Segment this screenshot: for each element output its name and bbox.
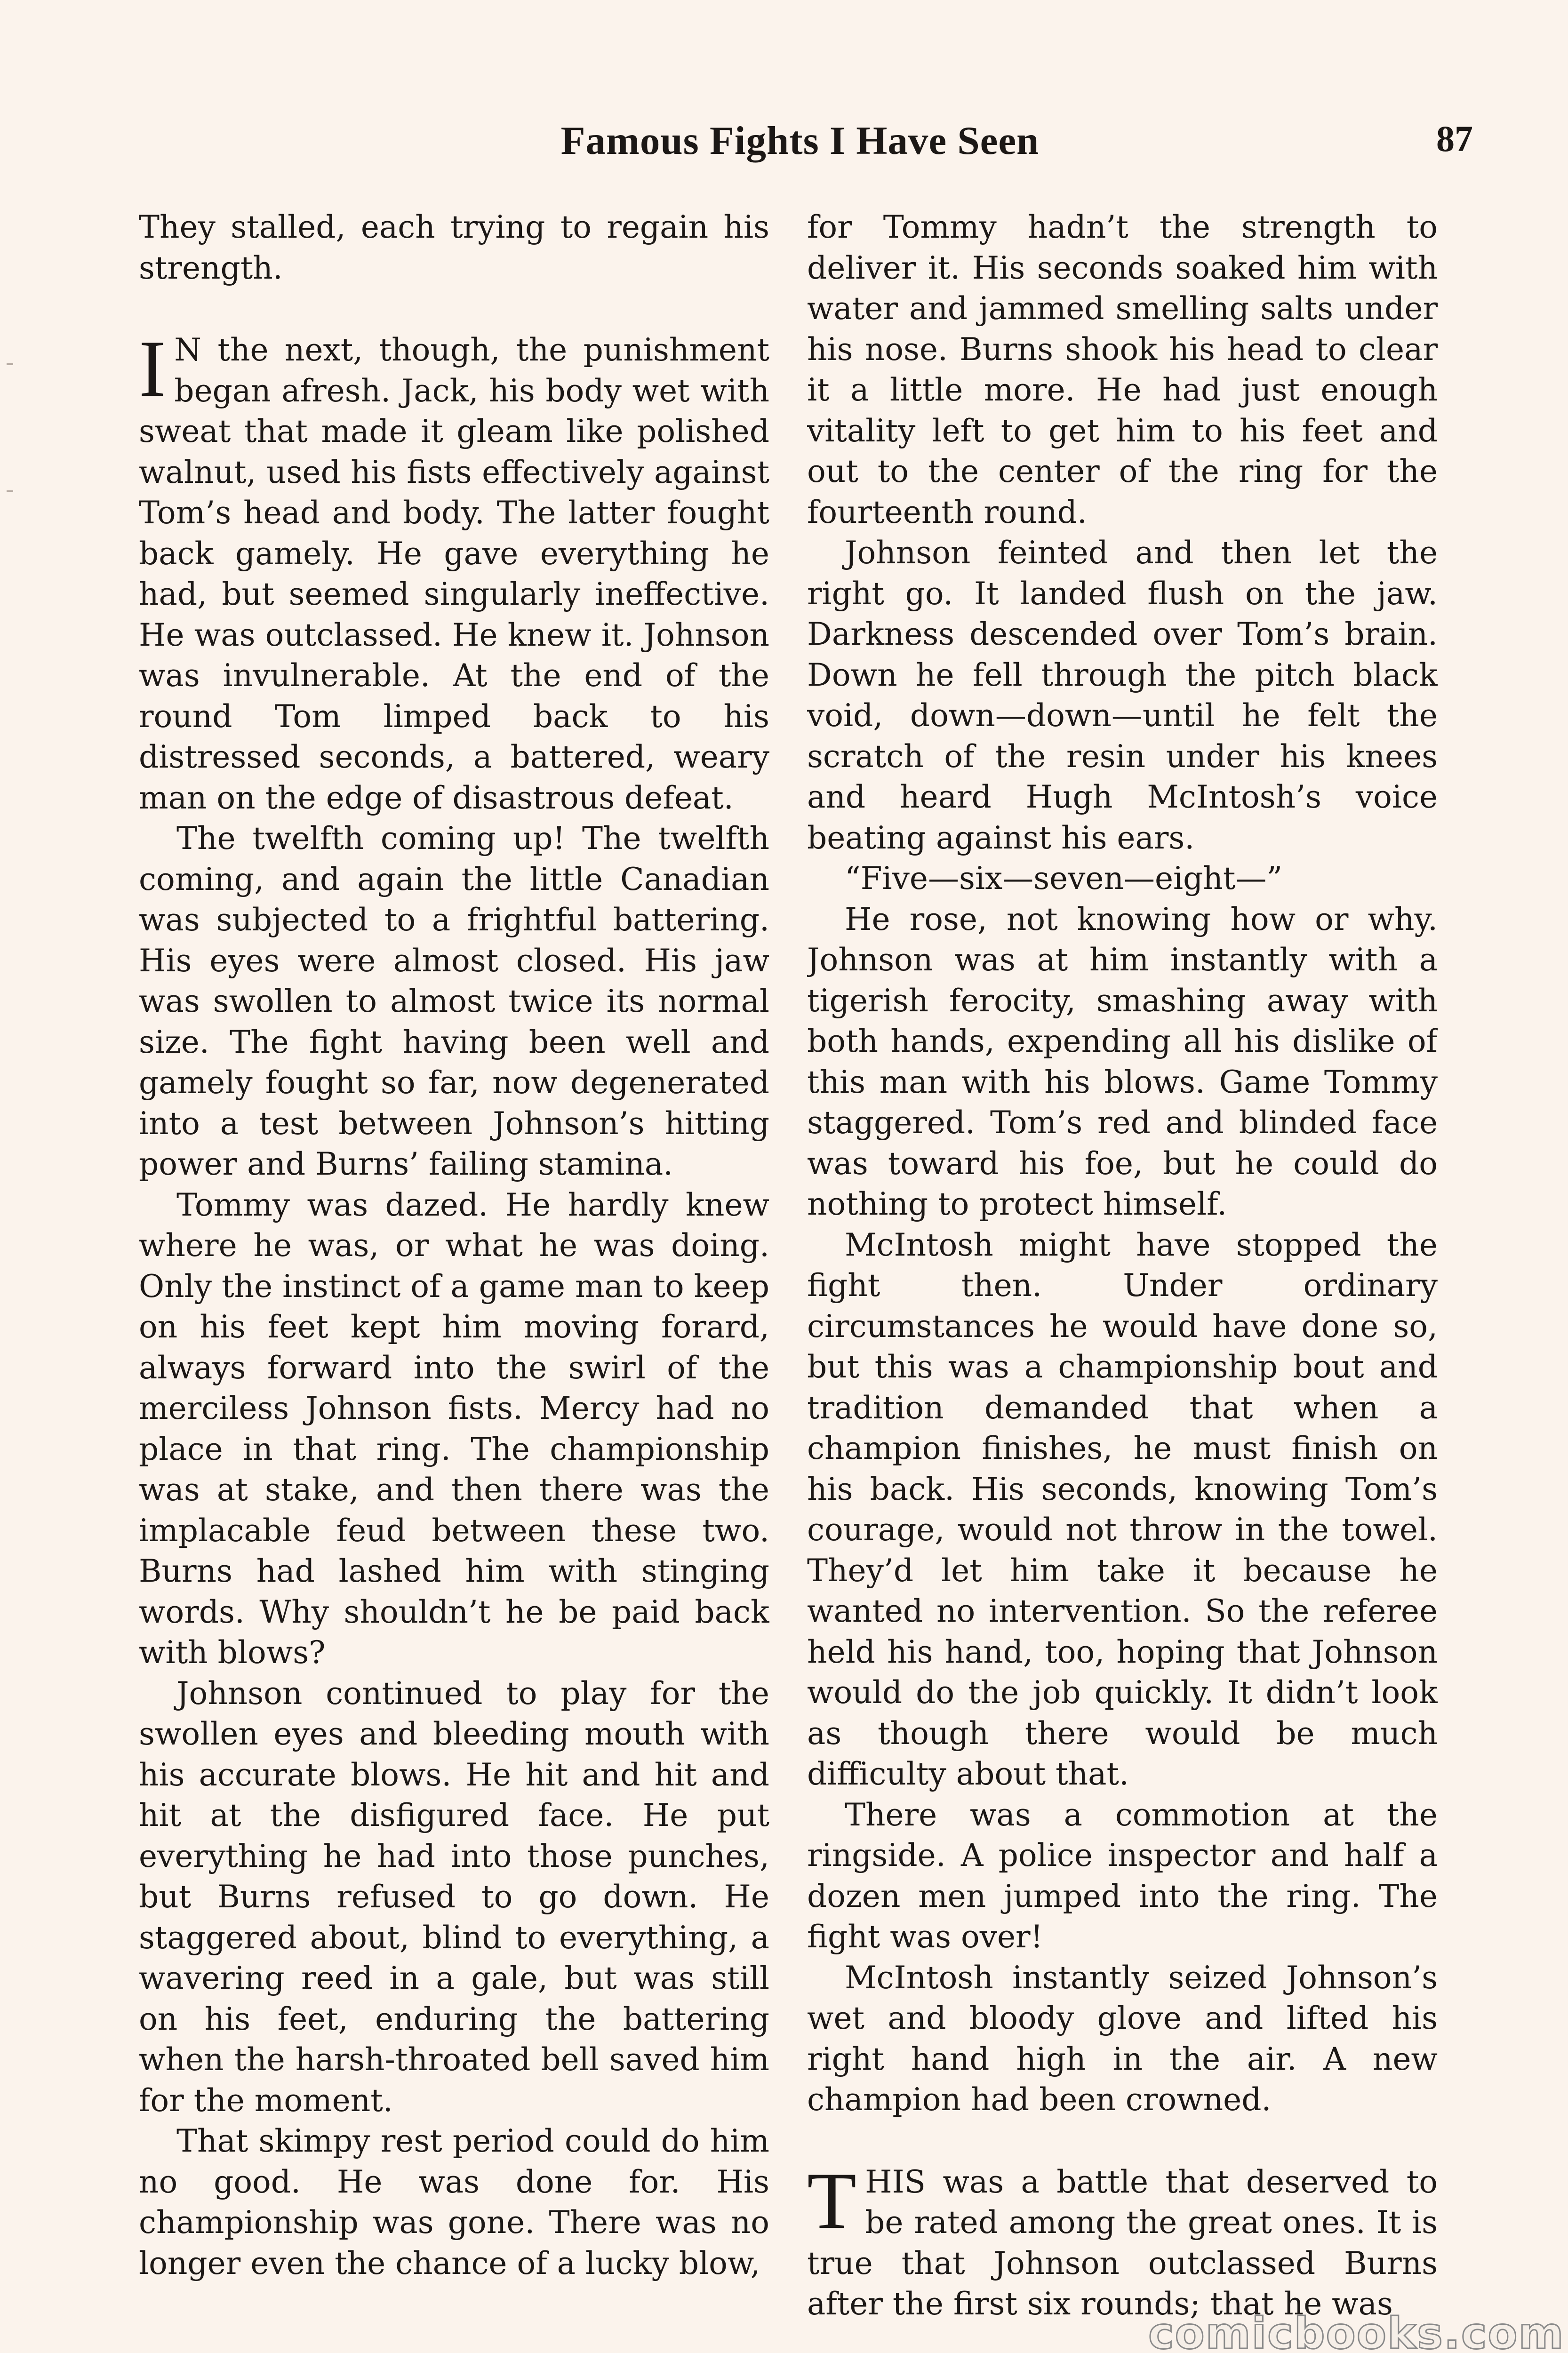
paragraph (807, 899, 1438, 1225)
paragraph-text: McIntosh might have stopped the fight then. Under ordinary circumstances he would have done so, but this was a championship bout and tradition demanded that when a champion finishes, he must finish on his back. His seconds, knowing Tom’s courage, would not throw in the towel. They’d let him take it because he wanted no intervention. So the referee held his hand, too, hoping that Johnson would do the job quickly. It didn’t look as though there would be much difficulty about that. (807, 1226, 1438, 1792)
right-column (807, 207, 1438, 2339)
margin-mark (7, 363, 13, 365)
margin-mark (7, 490, 13, 492)
paragraph (807, 858, 1438, 899)
paragraph-text: HIS was a battle that deserved to be rated among the great ones. It is true that Johnson outclassed Burns after the first six rounds; that he was (807, 2163, 1438, 2322)
paragraph-text: “Five—six—seven—eight—” (845, 860, 1283, 896)
paragraph-text: The twelfth coming up! The twelfth coming, and again the little Canadian was subjected to a frightful battering. His eyes were almost closed. His jaw was swollen to almost twice its normal size. The fight having been well and gamely fought so far, now degenerated into a test between Johnson’s hitting power and Burns’ failing stamina. (139, 820, 769, 1182)
left-column (139, 207, 769, 2339)
paragraph-text: for Tommy hadn’t the strength to deliver it. His seconds soaked him with water and jammed smelling salts under his nose. Burns shook his head to clear it a little more. He had just enough vitality left to get him to his feet and out to the center of the ring for the fourteenth round. (807, 209, 1438, 530)
paragraph-text: Johnson continued to play for the swollen eyes and bleeding mouth with his accurate blows. He hit and hit and hit at the disfigured face. He put everything he had into those punches, but Burns refused to go down. He staggered about, blind to everything, a wavering reed in a gale, but was still on his feet, enduring the battering when the harsh-throated bell saved him for the moment. (139, 1675, 769, 2119)
paragraph-text: They stalled, each trying to regain his strength. (139, 209, 769, 286)
paragraph-text: Johnson feinted and then let the right go. It landed flush on the jaw. Darkness descended over Tom’s brain. Down he fell through the pitch black void, down—down—until he felt the scratch of the resin under his knees and heard Hugh McIntosh’s voice beating against his ears. (807, 535, 1438, 856)
paragraph (139, 324, 769, 818)
paragraph-text: There was a commotion at the ringside. A police inspector and half a dozen men jumped into the ring. The fight was over! (807, 1796, 1438, 1955)
paragraph (139, 207, 769, 288)
drop-cap: I (139, 324, 166, 414)
paragraph (807, 2156, 1438, 2325)
paragraph (807, 1958, 1438, 2121)
paragraph-text: He rose, not knowing how or why. Johnson was at him instantly with a tigerish ferocity, smashing away with both hands, expending all his dislike of this man with his blows. Game Tommy staggered. Tom’s red and blinded face was toward his foe, but he could do nothing to protect himself. (807, 901, 1438, 1222)
paragraph (807, 1795, 1438, 1958)
paragraph (139, 2121, 769, 2284)
watermark-logo: comicbooks.com (1148, 2308, 1565, 2353)
paragraph-text: Tommy was dazed. He hardly knew where he was, or what he was doing. Only the instinct of a game man to keep on his feet kept him moving forard, always forward into the swirl of the merciless Johnson fists. Mercy had no place in that ring. The championship was at stake, and then there was the implacable feud between these two. Burns had lashed him with stinging words. Why shouldn’t he be paid back with blows? (139, 1186, 769, 1671)
paragraph-text: McIntosh instantly seized Johnson’s wet and bloody glove and lifted his right hand high in the air. A new champion had been crowned. (807, 1959, 1438, 2118)
paragraph-text: N the next, though, the punishment began afresh. Jack, his body wet with sweat that made it gleam like polished walnut, used his fists effectively against Tom’s head and body. The latter fought back gamely. He gave everything he had, but seemed singularly ineffective. He was outclassed. He knew it. Johnson was invulnerable. At the end of the round Tom limped back to his distressed seconds, a battered, weary man on the edge of disastrous defeat. (139, 332, 769, 816)
paragraph-text: That skimpy rest period could do him no good. He was done for. His championship was gone. There was no longer even the chance of a lucky blow, (139, 2123, 769, 2281)
paragraph (139, 1673, 769, 2121)
paragraph (139, 818, 769, 1185)
paragraph (139, 1185, 769, 1673)
paragraph (807, 1225, 1438, 1795)
running-head: Famous Fights I Have Seen (560, 119, 1040, 163)
page-number: 87 (1436, 118, 1473, 159)
paragraph (807, 207, 1438, 533)
drop-cap: T (807, 2156, 857, 2246)
paragraph (807, 533, 1438, 858)
